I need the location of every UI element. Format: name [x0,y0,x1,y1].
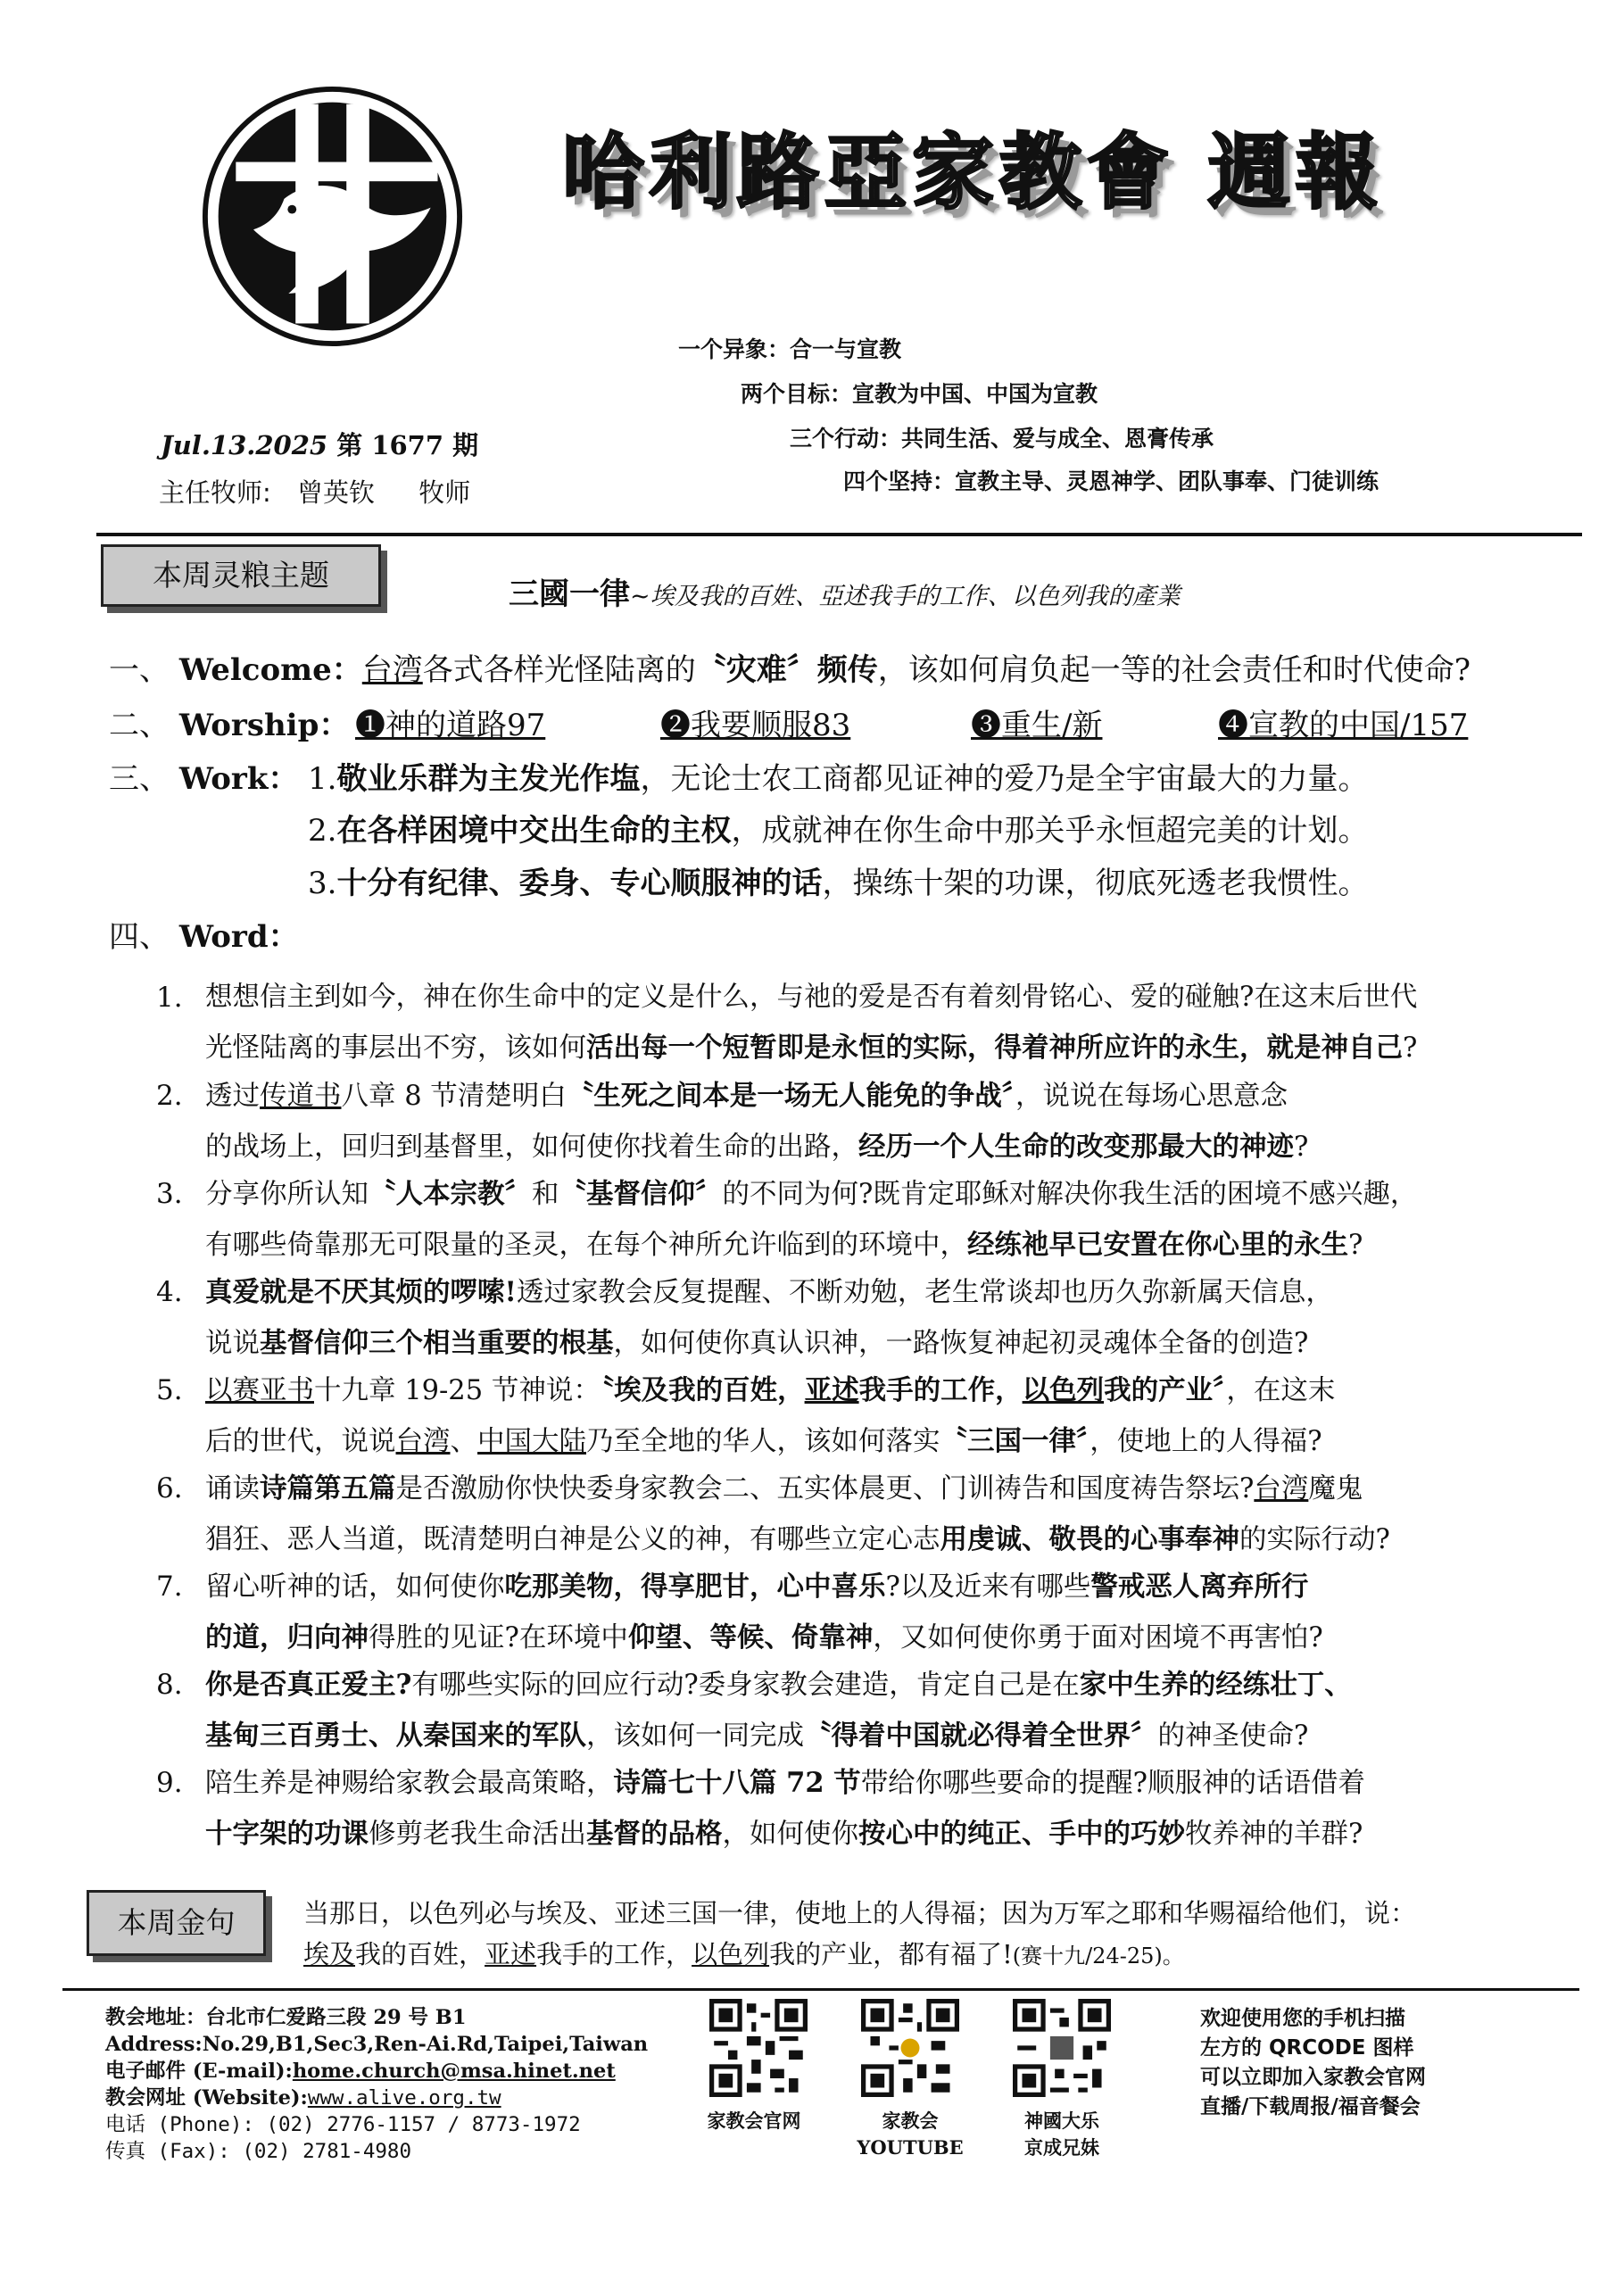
q-text: 光怪陆离的事层出不穷，该如何 [205,1032,586,1064]
email-label: 电子邮件 (E-mail): [105,2060,293,2083]
work-item-number: 2. [308,813,337,849]
email-line [105,2058,648,2085]
q-underline: 传道书 [260,1081,342,1112]
q-bold: 我的产业〞 [1104,1374,1227,1406]
question-line [205,1267,1544,1318]
q-text: 有哪些实际的回应行动?委身家教会建造，肯定自己是在 [411,1670,1080,1701]
section-number: 三、 [109,761,170,797]
q-text: ，又如何使你勇于面对困境不再害怕? [873,1622,1323,1654]
q-text: 诵读 [205,1473,260,1504]
q-text: 的战场上，回归到基督里，如何使你找着生命的出路， [205,1131,858,1163]
question-number: 5. [156,1374,183,1406]
scan-line: 可以立即加入家教会官网 [1200,2066,1426,2089]
qr-code-youtube[interactable] [861,1999,959,2097]
q-bold: 〝三国一律〞 [940,1425,1090,1457]
q-bold: 诗篇第五篇 [260,1472,396,1504]
gv-underline: 以色列 [692,1939,770,1969]
qr-caption-line: 家教会官网 [707,2110,801,2132]
q-text: 透过家教会反复提醒、不断劝勉，老生常谈却也历久弥新属天信息， [516,1277,1333,1308]
vision-line-4: 四个坚持：宣教主导、灵恩神学、团队事奉、门徒训练 [843,468,1380,494]
work-row [109,754,298,798]
q-text: 陪生养是神赐给家教会最高策略， [205,1768,614,1799]
issue-date-line [161,426,478,462]
question-number: 4. [156,1276,183,1308]
header-divider [96,533,1582,536]
question-8 [205,1660,1544,1761]
work-item-bold: 在各样困境中交出生命的主权 [336,813,732,849]
welcome-row [109,645,1471,689]
question-line [205,1612,1544,1663]
phone: 电话 (Phone): (02) 2776-1157 / 8773-1972 [105,2113,581,2136]
address-en: Address:No.29,B1,Sec3,Ren-Ai.Rd,Taipei,Taiwan [105,2033,649,2056]
theme-label-box [101,544,381,607]
work-item-number: 1. [308,761,337,797]
question-line [205,1809,1544,1860]
question-line [205,1463,1544,1514]
word-row [109,912,299,956]
question-line [205,1169,1544,1220]
q-bold: 的道，归向神 [205,1621,369,1654]
q-bold: 仰望、等候、倚靠神 [627,1621,874,1654]
q-text: 分享你所认知 [205,1179,369,1210]
question-line [205,1758,1544,1809]
theme-label: 本周灵粮主题 [153,558,329,593]
q-underline: 台湾 [1254,1473,1309,1504]
question-1 [205,973,1544,1073]
worship-song-2: ❷我要顺服83 [660,708,851,743]
welcome-place: 台湾 [361,652,423,688]
question-number: 6. [156,1472,183,1504]
golden-verse [303,1893,1416,1977]
vision-line-2: 两个目标：宣教为中国、中国为宣教 [741,381,1098,407]
q-text: ，如何使你真认识神，一路恢复神起初灵魂体全备的创造? [613,1328,1309,1359]
q-bold: 基甸三百勇士、从秦国来的军队 [205,1720,586,1752]
q-text: 十九章 19-25 节神说： [314,1375,601,1406]
q-text: 有哪些倚靠那无可限量的圣灵，在每个神所允许临到的环境中， [205,1230,967,1261]
question-line [205,1711,1544,1761]
golden-verse-label-box [87,1890,266,1956]
q-bold-underline: 以色列 [1022,1374,1105,1406]
question-4 [205,1267,1544,1369]
q-bold: 〝得着中国就必得着全世界〞 [804,1720,1158,1752]
worship-song-1: ❶神的道路97 [355,708,546,743]
q-underline: 中国大陆 [477,1426,586,1457]
vision-line-1: 一个异象：合一与宣教 [678,336,902,362]
qr-caption-line: YOUTUBE [857,2136,964,2159]
email-link[interactable]: home.church@msa.hinet.net [292,2060,616,2083]
question-number: 1. [156,982,183,1014]
work-item-text: ，操练十架的功课，彻底死透老我惯性。 [822,866,1369,901]
q-bold: 活出每一个短暂即是永恒的实际，得着神所应许的永生，就是神自己 [586,1032,1403,1064]
issue-number: 第 1677 期 [336,430,479,460]
gv-text: 我的产业，都有福了! [769,1939,1013,1969]
q-bold: 〝生死之间本是一场无人能免的争战〞 [566,1080,1016,1112]
q-text: ，如何使你 [722,1819,858,1850]
qr-caption-line: 神國大乐 [1024,2110,1099,2132]
website-link[interactable]: www.alive.org.tw [307,2086,501,2110]
gv-reference: (赛十九/24-25)。 [1012,1944,1184,1969]
question-line [205,1416,1544,1467]
q-text: 乃至全地的华人，该如何落实 [586,1426,940,1457]
welcome-text-a: 各式各样光怪陆离的 [422,652,696,688]
question-6 [205,1463,1544,1565]
qr-caption-line: 京成兄妹 [1024,2136,1099,2159]
q-text: ，该如何一同完成 [586,1720,804,1752]
golden-verse-line-2 [303,1934,1416,1977]
q-bold: 你是否真正爱主? [205,1669,412,1701]
theme-subtitle: ~埃及我的百姓、亞述我手的工作、以色列我的產業 [630,583,1181,610]
pastor-line [159,473,470,510]
theme-title: 三國一律 [509,576,630,612]
q-text: 和 [532,1179,559,1210]
work-label: Work： [178,761,299,797]
qr-code-music[interactable] [1013,1999,1111,2097]
q-text: 是否激励你快快委身家教会二、五实体晨更、门训祷告和国度祷告祭坛? [395,1473,1255,1504]
q-text: ?以及近来有哪些 [885,1571,1091,1603]
gv-underline: 亚述 [485,1939,537,1969]
vision-line-3: 三个行动：共同生活、爱与成全、恩膏传承 [790,426,1214,452]
q-text: 牧养神的羊群? [1185,1819,1363,1850]
worship-song-4: ❹宣教的中国/157 [1218,708,1469,743]
work-item-number: 3. [308,866,337,901]
q-text: 八章 8 节清楚明白 [341,1081,567,1112]
question-line [205,1220,1544,1271]
q-text: 留心听神的话，如何使你 [205,1571,505,1603]
q-bold: 〝埃及 [600,1374,669,1406]
q-underline: 台湾 [395,1426,451,1457]
q-bold: 〝人本宗教〞 [369,1178,532,1210]
q-bold: 〝基督信仰〞 [559,1178,723,1210]
scan-line: 左方的 QRCODE 图样 [1200,2036,1414,2060]
question-line [205,1562,1544,1612]
q-text: ? [1403,1032,1418,1064]
q-bold: 经历一个人生命的改变那最大的神迹 [858,1131,1294,1163]
qr-caption-website [687,2108,821,2134]
question-number: 8. [156,1669,183,1701]
theme-title-line [509,569,1181,613]
question-number: 7. [156,1571,183,1603]
q-bold: 经练祂早已安置在你心里的永生 [967,1229,1348,1261]
scan-instructions [1200,2004,1426,2122]
question-line [205,1514,1544,1565]
work-item-bold: 十分有纪律、委身、专心顺服神的话 [336,866,823,901]
work-item-3 [308,858,1368,902]
q-text: 猖狂、恶人当道，既清楚明白神是公义的神，有哪些立定心志 [205,1524,940,1555]
q-text: ，在这末 [1226,1375,1336,1406]
qr-caption-line: 家教会 [882,2110,939,2132]
issue-date: Jul.13.2025 [161,430,328,460]
q-bold: 十字架的功课 [205,1818,369,1850]
q-text: 魔鬼 [1308,1473,1363,1504]
footer-divider [62,1988,1579,1991]
q-bold: 基督的品格 [586,1818,723,1850]
web-line [105,2085,648,2111]
pastor-name: 曾英钦 [297,477,376,508]
q-text: ? [1348,1230,1363,1261]
welcome-label: Welcome： [178,652,362,688]
q-bold: 按心中的纯正、手中的巧妙 [858,1818,1185,1850]
question-line [205,1318,1544,1369]
fax: 传真 (Fax): (02) 2781-4980 [105,2140,412,2163]
section-number: 二、 [109,708,170,743]
question-5 [205,1365,1544,1467]
q-bold: 诗篇七十八篇 72 节 [613,1767,861,1799]
work-item-1 [308,754,1368,798]
q-text: 说说 [205,1328,260,1359]
question-line: 想想信主到如今，神在你生命中的定义是什么，与祂的爱是否有着刻骨铭心、爱的碰触?在这末后世代 [205,982,1418,1013]
q-bold: 真爱就是不厌其烦的啰嗦! [205,1276,517,1308]
q-text: 透过 [205,1081,260,1112]
q-bold: 吃那美物，得享肥甘，心中喜乐 [504,1571,886,1603]
contact-info [105,2004,648,2165]
question-2 [205,1071,1544,1173]
q-text: 后的世代，说说 [205,1426,396,1457]
worship-label: Worship： [178,708,350,743]
question-number: 3. [156,1178,183,1210]
q-text: 、 [450,1426,477,1457]
q-underline: 以赛亚书 [205,1375,314,1406]
section-number: 四、 [109,919,170,955]
worship-song-3: ❸重生/新 [971,708,1103,743]
question-number: 2. [156,1080,183,1112]
question-line [205,1122,1544,1173]
work-item-2 [308,806,1368,850]
gv-text: 我的百姓， [355,1939,485,1969]
q-text: 的神圣使命? [1157,1720,1309,1752]
question-line [205,1365,1544,1416]
q-bold-underline: 亚述 [804,1374,859,1406]
section-number: 一、 [109,652,170,688]
q-text: 的不同为何?既肯定耶稣对解决你我生活的困境不感兴趣， [722,1179,1418,1210]
gv-underline: 埃及 [303,1939,356,1969]
q-text: 的实际行动? [1239,1524,1390,1555]
qr-caption-music [995,2108,1129,2161]
welcome-text-c: ，该如何肩负起一等的社会责任和时代使命? [877,652,1471,688]
web-label: 教会网址 (Website): [105,2086,308,2110]
work-item-bold: 敬业乐群为主发光作塩 [336,761,641,797]
q-text: ，说说在每场心思意念 [1015,1081,1288,1112]
q-bold: 我手的工作， [858,1374,1023,1406]
q-text: 得胜的见证?在环境中 [369,1622,628,1654]
q-bold: 基督信仰三个相当重要的根基 [260,1327,614,1359]
work-item-text: ，无论士农工商都见证神的爱乃是全宇宙最大的力量。 [640,761,1369,797]
q-bold: 家中生养的经练壮丁、 [1079,1669,1352,1701]
qr-caption-youtube [843,2108,977,2161]
golden-verse-line-1: 当那日，以色列必与埃及、亚述三国一律，使地上的人得福；因为万军之耶和华赐福给他们，说： [303,1898,1417,1928]
bulletin-title: 哈利路亞家教會 週報 [562,125,1384,220]
q-bold: 警戒恶人离弃所行 [1090,1571,1309,1603]
question-3 [205,1169,1544,1271]
qr-code-website[interactable] [709,1999,808,2097]
question-9 [205,1758,1544,1860]
address-cn: 教会地址：台北市仁爱路三段 29 号 B1 [105,2006,467,2029]
worship-row [109,700,349,744]
work-item-text: ，成就神在你生命中那关乎永恒超完美的计划。 [731,813,1369,849]
question-line [205,1023,1544,1073]
pastor-title: 主任牧师: [159,477,271,508]
gv-text: 我手的工作， [536,1939,692,1969]
scan-line: 直播/下载周报/福音餐会 [1200,2095,1421,2118]
q-text: 带给你哪些要命的提醒?顺服神的话语借着 [860,1768,1366,1799]
word-label: Word： [178,919,299,955]
church-logo [201,85,464,348]
q-bold: 用虔诚、敬畏的心事奉神 [940,1523,1239,1555]
q-text: ，使地上的人得福? [1090,1426,1322,1457]
q-text: 修剪老我生命活出 [369,1819,586,1850]
golden-verse-label: 本周金句 [117,1905,236,1940]
scan-line: 欢迎使用您的手机扫描 [1200,2007,1405,2030]
question-line [205,1660,1544,1711]
welcome-text-b: 〝灾难〞频传 [695,652,878,688]
question-7 [205,1562,1544,1663]
q-text: ? [1294,1131,1309,1163]
question-line [205,1071,1544,1122]
question-number: 9. [156,1767,183,1799]
q-bold: 我的百姓， [668,1374,805,1406]
pastor-role: 牧师 [418,477,471,508]
